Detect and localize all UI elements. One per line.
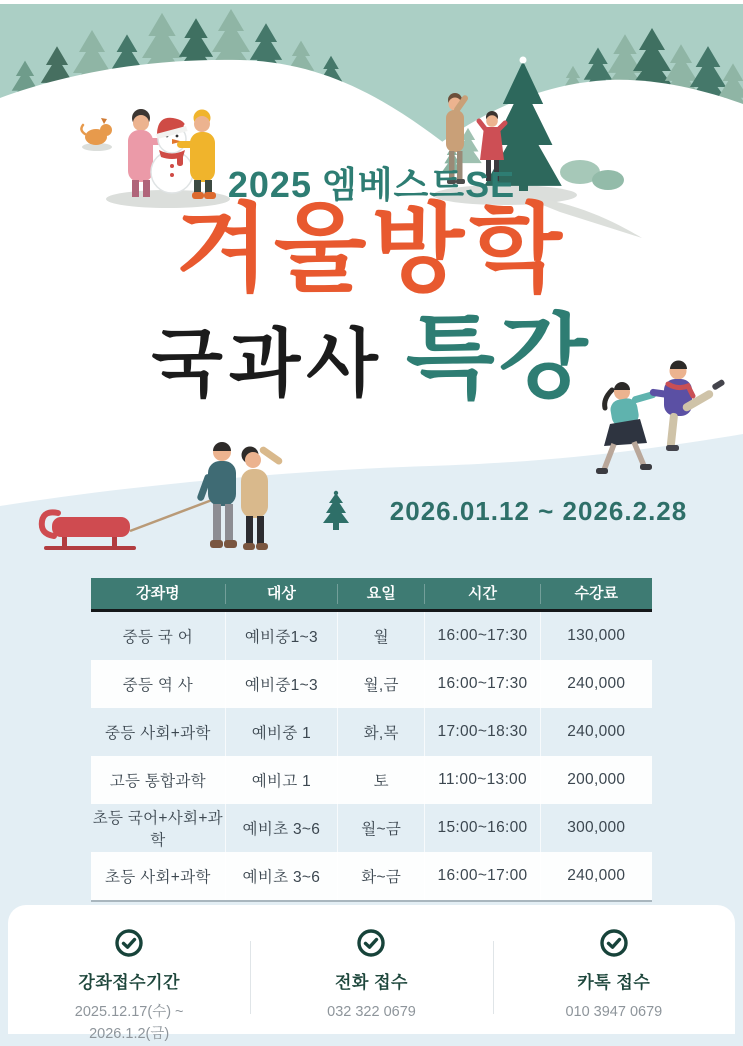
header-course-name: 강좌명 [136, 584, 180, 602]
registration-info-card [8, 905, 735, 1042]
cell-time: 15:00~16:00 [424, 804, 539, 852]
cell-course-name: 고등 통합과학 [109, 773, 206, 790]
badge-brand: 엠베스트SE [321, 164, 516, 205]
table-row [91, 612, 652, 660]
cell-target: 예비초 3~6 [225, 804, 337, 852]
registration-period-line1: 2025.12.17(수) ~ [74, 1004, 184, 1020]
header-day: 요일 [337, 584, 424, 604]
cell-course-name: 중등 국 어 [122, 629, 193, 646]
title-special-lecture: 특강 [405, 307, 592, 409]
registration-period-label: 강좌접수기간 [78, 973, 180, 992]
cell-day: 토 [337, 756, 424, 804]
course-table-body [91, 612, 652, 902]
phone-registration-column [250, 927, 492, 1034]
cell-course-name: 중등 역 사 [122, 677, 193, 694]
phone-registration-label: 전화 접수 [335, 973, 408, 992]
table-row [91, 852, 652, 900]
cell-target: 예비고 1 [225, 756, 337, 804]
check-circle-icon [598, 927, 630, 959]
kakao-number: 010 3947 0679 [565, 1004, 663, 1020]
period-row [262, 490, 743, 532]
cell-fee: 240,000 [540, 852, 652, 900]
cell-target: 예비초 3~6 [225, 852, 337, 900]
course-period: 2026.01.12 ~ 2026.2.28 [389, 495, 688, 526]
cell-course-name: 초등 사회+과학 [105, 869, 211, 886]
cell-time: 16:00~17:30 [424, 660, 539, 708]
cell-fee: 240,000 [540, 660, 652, 708]
cell-day: 화~금 [337, 852, 424, 900]
course-table-header [91, 578, 652, 612]
cell-day: 월,금 [337, 660, 424, 708]
check-circle-icon [355, 927, 387, 959]
kakao-registration-column [493, 927, 735, 1034]
pine-tree-icon [318, 490, 354, 532]
header-target: 대상 [225, 584, 337, 604]
table-row [91, 756, 652, 804]
cell-time: 16:00~17:30 [424, 612, 539, 660]
header-fee: 수강료 [540, 584, 652, 604]
table-row [91, 660, 652, 708]
cell-time: 17:00~18:30 [424, 708, 539, 756]
title-subjects: 국과사 [151, 322, 384, 405]
cell-day: 월~금 [337, 804, 424, 852]
cell-target: 예비중 1 [225, 708, 337, 756]
phone-number: 032 322 0679 [327, 1004, 416, 1020]
course-table [91, 578, 652, 902]
cell-course-name: 중등 사회+과학 [105, 725, 211, 742]
cell-time: 16:00~17:00 [424, 852, 539, 900]
table-row [91, 708, 652, 756]
cell-fee: 200,000 [540, 756, 652, 804]
cell-course-name: 초등 국어+사회+과학 [92, 810, 223, 849]
cell-target: 예비중1~3 [225, 660, 337, 708]
cell-fee: 130,000 [540, 612, 652, 660]
kakao-registration-label: 카톡 접수 [577, 973, 651, 992]
cell-day: 월 [337, 612, 424, 660]
poster-title-sub [0, 308, 743, 412]
header-time: 시간 [424, 584, 539, 604]
registration-period-line2: 2026.1.2(금) [89, 1025, 170, 1042]
badge-year: 2025 [227, 164, 312, 205]
registration-period-column [8, 927, 250, 1042]
cell-fee: 300,000 [540, 804, 652, 852]
check-circle-icon [113, 927, 145, 959]
cell-target: 예비중1~3 [225, 612, 337, 660]
poster-title-main: 겨울방학 [176, 196, 567, 303]
cell-fee: 240,000 [540, 708, 652, 756]
registration-period-value [8, 1002, 250, 1046]
table-row [91, 804, 652, 852]
cell-time: 11:00~13:00 [424, 756, 539, 804]
cell-day: 화,목 [337, 708, 424, 756]
